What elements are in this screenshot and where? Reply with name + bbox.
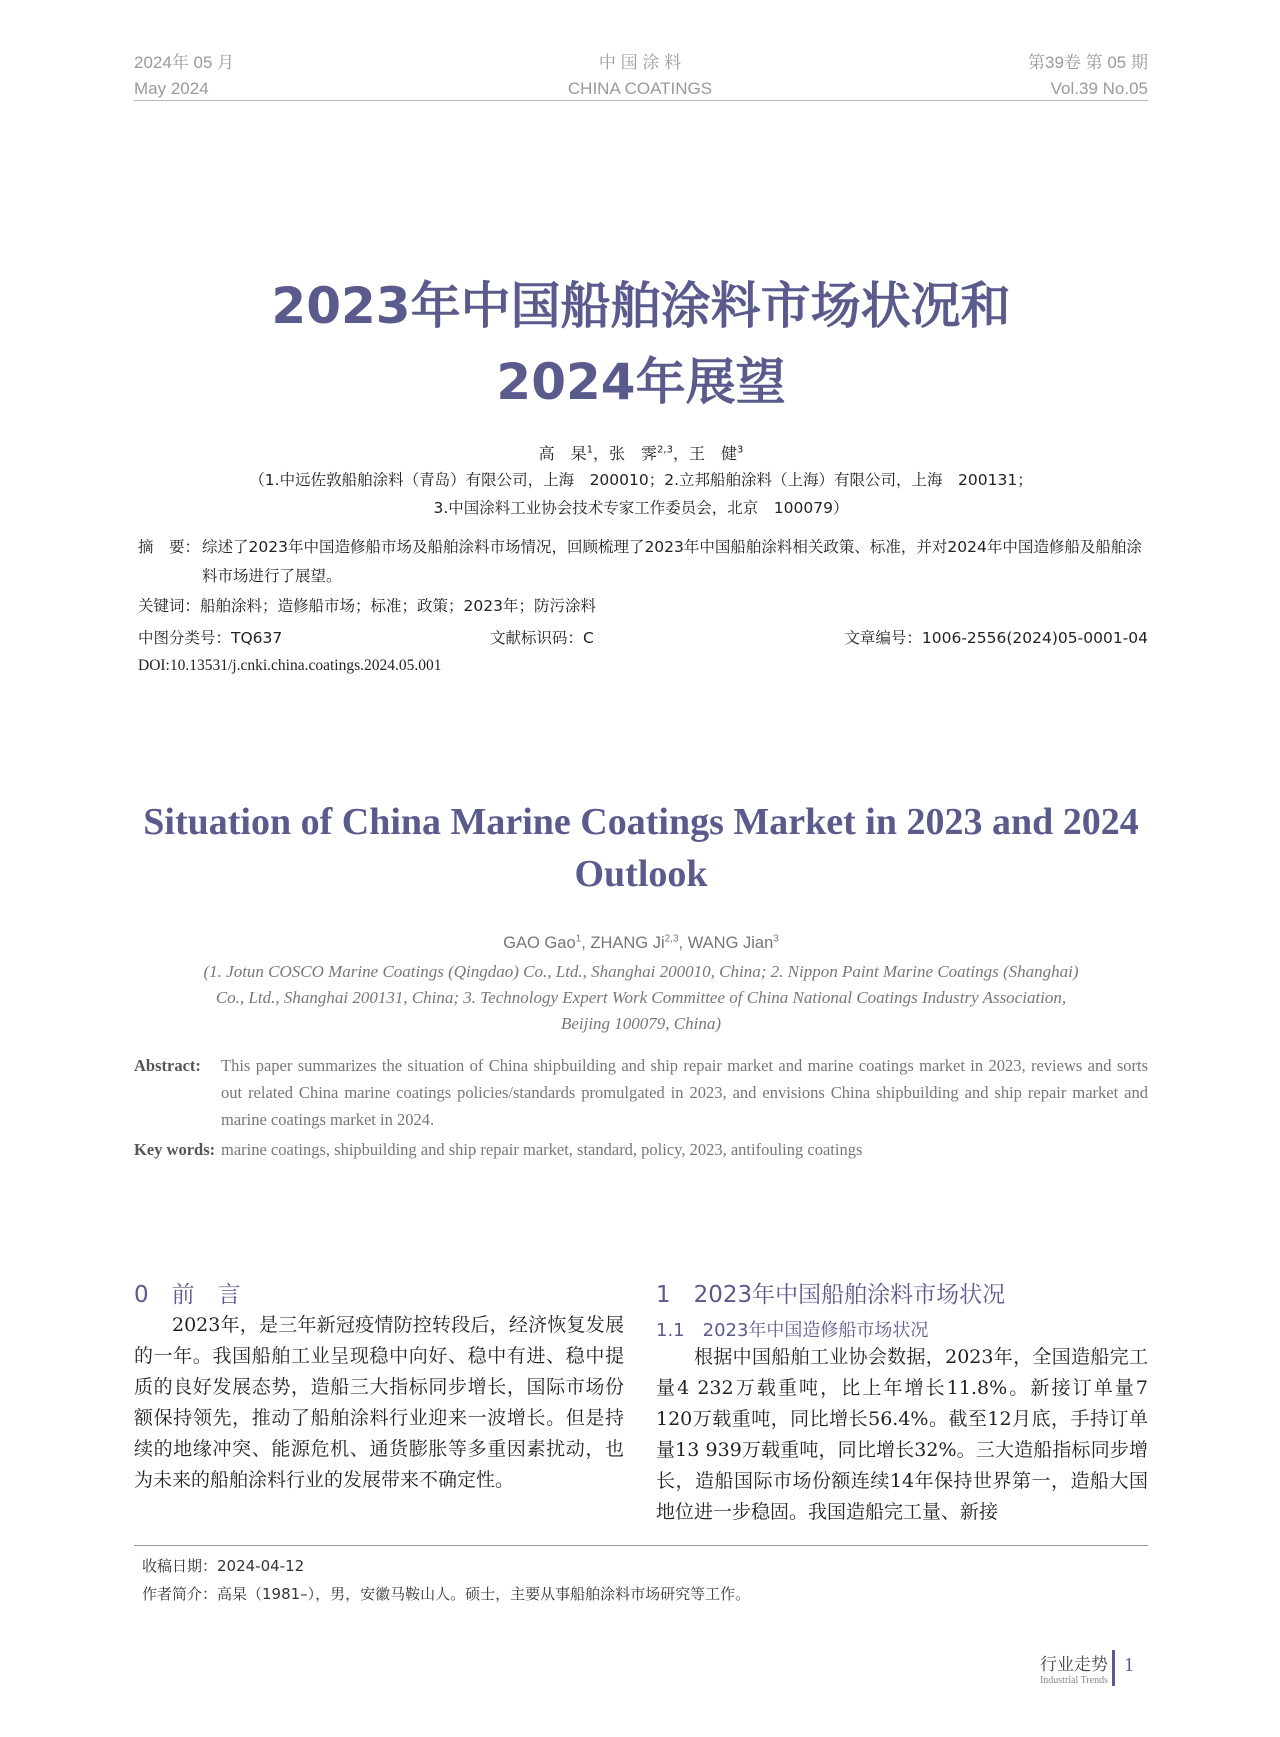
keywords-en-text: marine coatings, shipbuilding and ship repair market, standard, policy, 2023, antifouling coatings: [221, 1140, 863, 1159]
affiliation-en-line3: Beijing 100079, China): [560, 1014, 722, 1033]
author-en-1: GAO Gao$^1$,: [503, 933, 591, 952]
section-1-heading: 1 2023年中国船舶涂料市场状况: [656, 1282, 1006, 1308]
page-number: 1: [1124, 1654, 1134, 1676]
doi: DOI:10.13531/j.cnki.china.coatings.2024.05.001: [138, 657, 442, 674]
abstract-cn: [138, 533, 1148, 591]
keywords-en: [134, 1136, 1148, 1163]
subsection-1-1-heading: 1.1 2023年中国造修船市场状况: [656, 1320, 929, 1341]
keywords-cn-label: 关键词：: [138, 597, 201, 615]
title-cn-line2: 2024年展望: [496, 353, 786, 411]
keywords-en-label: Key words:: [134, 1140, 216, 1159]
author-en-2: ZHANG Ji$^{2,3}$,: [590, 933, 688, 952]
footnote-received: 收稿日期：2024-04-12: [142, 1557, 305, 1575]
affiliation-en-line2: Co., Ltd., Shanghai 200131, China; 3. Technology Expert Work Committee of China National Coatings Industry Association,: [215, 988, 1067, 1007]
header-volume: [1028, 50, 1148, 102]
title-cn-line1: 2023年中国船舶涂料市场状况和: [271, 277, 1011, 335]
section-0-heading: 0 前 言: [134, 1282, 241, 1308]
affiliations-cn: [134, 466, 1148, 522]
author-cn-1: 高 杲$^1$，: [538, 444, 610, 463]
header-journal: [490, 50, 790, 102]
keywords-cn: [138, 592, 596, 621]
header-date-en: May 2024: [134, 79, 209, 98]
keywords-cn-text: 船舶涂料；造修船市场；标准；政策；2023年；防污涂料: [200, 597, 596, 615]
section-0-paragraph: 2023年，是三年新冠疫情防控转段后，经济恢复发展的一年。我国船舶工业呈现稳中向好、稳中有进、稳中提质的良好发展态势，造船三大指标同步增长，国际市场份额保持领先，推动了船舶涂料行业迎来一波增长。但是持续的地缘冲突、能源危机、通货膨胀等多重因素扰动，也为未来的船舶涂料行业的发展带来不确定性。: [134, 1314, 624, 1491]
affiliation-cn-line2: 3.中国涂料工业协会技术专家工作委员会，北京 100079）: [433, 499, 849, 517]
authors-en: [134, 934, 1148, 953]
header-journal-en: CHINA COATINGS: [567, 79, 713, 98]
author-en-3: WANG Jian$^3$: [687, 933, 779, 952]
affiliation-en-line1: (1. Jotun COSCO Marine Coatings (Qingdao) Co., Ltd., Shanghai 200010, China; 2. Nippon Paint Marine Coatings (Shanghai): [203, 962, 1079, 981]
abstract-en-label: Abstract:: [134, 1056, 201, 1075]
title-en-line2: Outlook: [574, 853, 708, 895]
affiliation-cn-line1: （1.中远佐敦船舶涂料（青岛）有限公司，上海 200010；2.立邦船舶涂料（上海）有限公司，上海 200131；: [249, 471, 1033, 489]
document-code: 文献标识码：C: [490, 629, 594, 647]
affiliations-en: [134, 959, 1148, 1037]
abstract-en-text: This paper summarizes the situation of China shipbuilding and ship repair market and marine coatings market in 2023, reviews and sorts out related China marine coatings policies/standards promulgated in 2023, and envisions China shipbuilding and ship repair market and marine coatings market in 2024.: [221, 1056, 1148, 1129]
header-volume-en: Vol.39 No.05: [1050, 79, 1148, 98]
title-cn: [134, 268, 1148, 420]
title-en: [134, 796, 1148, 900]
section-1-paragraph: 根据中国船舶工业协会数据，2023年，全国造船完工量4 232万载重吨，比上年增长11.8%。新接订单量7 120万载重吨，同比增长56.4%。截至12月底，手持订单量13 939万载重吨，同比增长32%。三大造船指标同步增长，造船国际市场份额连续14年保持世界第一，造船大国地位进一步稳固。我国造船完工量、新接: [656, 1346, 1148, 1523]
header-rule: [134, 100, 1148, 101]
authors-cn: [134, 441, 1148, 464]
author-cn-3: 王 健$^3$: [688, 444, 744, 463]
header-journal-cn: 中 国 涂 料: [598, 53, 682, 72]
abstract-cn-label: 摘 要：: [138, 538, 201, 556]
footer-tag-en: Industrial Trends: [1039, 1675, 1108, 1686]
abstract-en: [134, 1052, 1148, 1133]
header-volume-cn: 第39卷 第 05 期: [1028, 53, 1148, 72]
footnote-author-bio: 作者简介：高杲（1981–），男，安徽马鞍山人。硕士，主要从事船舶涂料市场研究等工作。: [142, 1585, 751, 1603]
header-date: [134, 50, 234, 102]
clc-number: 中图分类号：TQ637: [138, 629, 283, 647]
title-en-line1: Situation of China Marine Coatings Market in 2023 and 2024: [143, 801, 1139, 843]
footer-tag-cn: 行业走势: [1040, 1655, 1108, 1675]
abstract-cn-text: 综述了2023年中国造修船市场及船舶涂料市场情况，回顾梳理了2023年中国船舶涂料相关政策、标准，并对2024年中国造修船及船舶涂料市场进行了展望。: [202, 538, 1142, 585]
header-date-cn: 2024年 05 月: [134, 53, 235, 72]
article-number: 文章编号：1006-2556(2024)05-0001-04: [844, 629, 1148, 647]
footnote-rule: [134, 1545, 1148, 1546]
footer-section-tag: [1028, 1650, 1108, 1686]
footer-divider: [1112, 1650, 1115, 1686]
author-cn-2: 张 霁$^{2,3}$，: [609, 444, 689, 463]
